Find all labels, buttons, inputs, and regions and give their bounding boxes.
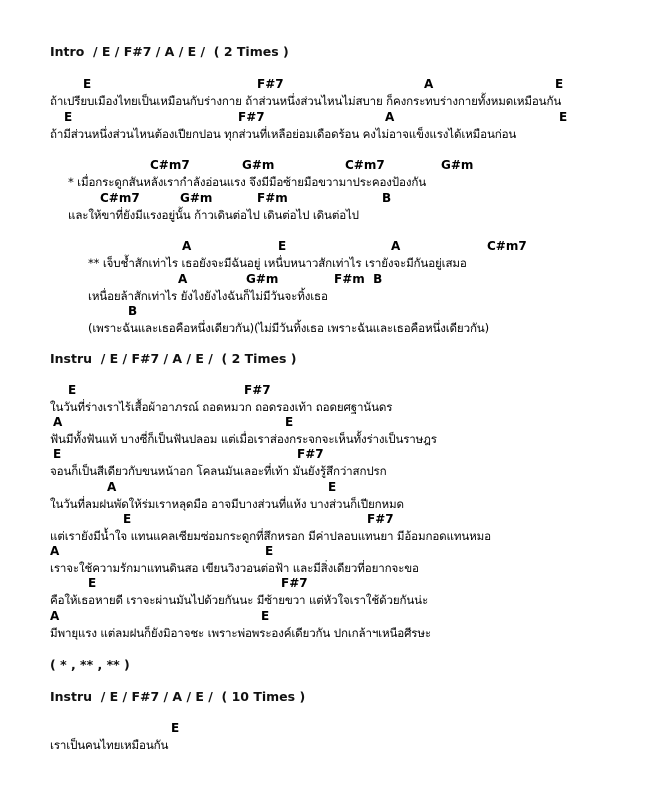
- chord: F#m: [257, 191, 288, 205]
- chord: A: [424, 77, 434, 91]
- chord: A: [53, 415, 63, 429]
- chord: C#m7: [150, 158, 190, 172]
- chord: C#m7: [487, 239, 527, 253]
- intro-header: Intro / E / F#7 / A / E / ( 2 Times ): [50, 44, 289, 59]
- chord: F#m B: [334, 272, 383, 286]
- lyric-line: ถ้ามีส่วนหนึ่งส่วนไหนต้องเปียกปอน ทุกส่วนที่เหลือย่อมเดือดร้อน คงไม่อาจแข็งแรงได้เหมือนก่อน: [50, 127, 517, 141]
- lyric-line: เราจะใช้ความรักมาแทนดินสอ เขียนวิงวอนต่อฟ้า และมีสิ่งเดียวที่อยากจะขอ: [50, 561, 419, 575]
- lyric-line: ** เจ็บช้ำสักเท่าไร เธอยังจะมีฉันอยู่ เหนื่บหนาวสักเท่าไร เรายังจะมีกันอยู่เสมอ: [88, 256, 467, 270]
- chord: A: [50, 609, 60, 623]
- chord: E: [265, 544, 274, 558]
- chord: G#m: [180, 191, 213, 205]
- chord: F#7: [281, 576, 308, 590]
- chord: A: [391, 239, 401, 253]
- lyric-line: แต่เรายังมีน้ำใจ แทนแคลเซียมซ่อมกระดูกที่สึกหรอก มีค่าปลอบแทนยา มีอ้อมกอดแทนหมอ: [50, 529, 491, 543]
- lyric-line: ถ้าเปรียบเมืองไทยเป็นเหมือนกับร่างกาย ถ้าส่วนหนึ่งส่วนไหนไม่สบาย ก็คงกระทบร่างกายทั้งหมดเหมือนกัน: [50, 94, 562, 108]
- chord: F#7: [367, 512, 394, 526]
- chord: E: [123, 512, 132, 526]
- chord: E: [88, 576, 97, 590]
- lyric-line: จอนก็เป็นสีเดียวกับขนหน้าอก โคลนมันเลอะที่เท้า มันยังรู้สึกว่าสกปรก: [50, 464, 387, 478]
- lyric-line: เหนื่อยล้าสักเท่าไร ยังไงยังไงฉันก็ไม่มีวันจะทิ้งเธอ: [88, 289, 328, 303]
- chord-line: [0, 512, 666, 528]
- chord: B: [382, 191, 392, 205]
- chord-line: [0, 272, 666, 288]
- chord: A: [50, 544, 60, 558]
- instru-header: Instru / E / F#7 / A / E / ( 10 Times ): [50, 689, 306, 704]
- chord: G#m: [246, 272, 279, 286]
- chord-line: [0, 239, 666, 255]
- lyric-line: และให้ขาที่ยังมีแรงอยู่นั้น ก้าวเดินต่อไป เดินต่อไป เดินต่อไป: [68, 208, 359, 222]
- chord-line: [0, 191, 666, 207]
- chord: G#m: [441, 158, 474, 172]
- chord-line: [0, 544, 666, 560]
- lyric-line: ฟันมีทั้งฟันแท้ บางซี่ก็เป็นฟันปลอม แต่เมื่อเราส่องกระจกจะเห็นทั้งร่างเป็นราษฎร: [50, 432, 437, 446]
- chord: E: [285, 415, 294, 429]
- chord: E: [261, 609, 270, 623]
- chord: E: [53, 447, 62, 461]
- chord: E: [328, 480, 337, 494]
- chord-line: [0, 576, 666, 592]
- chord-line: [0, 721, 666, 737]
- chord: E: [559, 110, 568, 124]
- chord: B: [128, 304, 138, 318]
- chord: F#7: [244, 383, 271, 397]
- chord: A: [385, 110, 395, 124]
- instru-header: Instru / E / F#7 / A / E / ( 2 Times ): [50, 351, 297, 366]
- chord: A: [107, 480, 117, 494]
- chord: A: [182, 239, 192, 253]
- chord-line: [0, 383, 666, 399]
- chord: F#7: [238, 110, 265, 124]
- chord: C#m7: [345, 158, 385, 172]
- chord: G#m: [242, 158, 275, 172]
- chord-line: [0, 110, 666, 126]
- chord: C#m7: [100, 191, 140, 205]
- chord-line: [0, 415, 666, 431]
- chord: E: [278, 239, 287, 253]
- chord: A: [178, 272, 188, 286]
- lyric-line: (เพราะฉันและเธอคือหนึ่งเดียวกัน)(ไม่มีวันทิ้งเธอ เพราะฉันและเธอคือหนึ่งเดียวกัน): [88, 321, 489, 335]
- chord: E: [555, 77, 564, 91]
- chord: F#7: [297, 447, 324, 461]
- lyric-line: * เมื่อกระดูกสันหลังเรากำลังอ่อนแรง จึงมีมือซ้ายมือขวามาประคองป้องกัน: [68, 175, 426, 189]
- chord-line: [0, 158, 666, 174]
- chord-line: [0, 480, 666, 496]
- chord: E: [64, 110, 73, 124]
- repeat-marker: ( * , ** , ** ): [50, 657, 130, 672]
- chord: E: [68, 383, 77, 397]
- lyric-line: เราเป็นคนไทยเหมือนกัน: [50, 738, 169, 752]
- chord: E: [171, 721, 180, 735]
- chord-line: [0, 77, 666, 93]
- chord-line: [0, 609, 666, 625]
- lyric-line: คือให้เธอหายดี เราจะผ่านมันไปด้วยกันนะ มีซ้ายขวา แต่หัวใจเราใช้ด้วยกันน่ะ: [50, 593, 429, 607]
- lyric-line: ในวันที่ลมฝนพัดให้ร่มเราหลุดมือ อาจมีบางส่วนที่แห้ง บางส่วนก็เปียกหมด: [50, 497, 404, 511]
- chord-line: [0, 447, 666, 463]
- chord: F#7: [257, 77, 284, 91]
- lyric-line: มีพายุแรง แต่ลมฝนก็ยังมิอาจชะ เพราะพ่อพระองค์เดียวกัน ปกเกล้าฯเหนือศีรษะ: [50, 626, 431, 640]
- chord: E: [83, 77, 92, 91]
- lyric-line: ในวันที่ร่างเราไร้เสื้อผ้าอาภรณ์ ถอดหมวก ถอดรองเท้า ถอดยศฐานันดร: [50, 400, 393, 414]
- chord-line: [0, 304, 666, 320]
